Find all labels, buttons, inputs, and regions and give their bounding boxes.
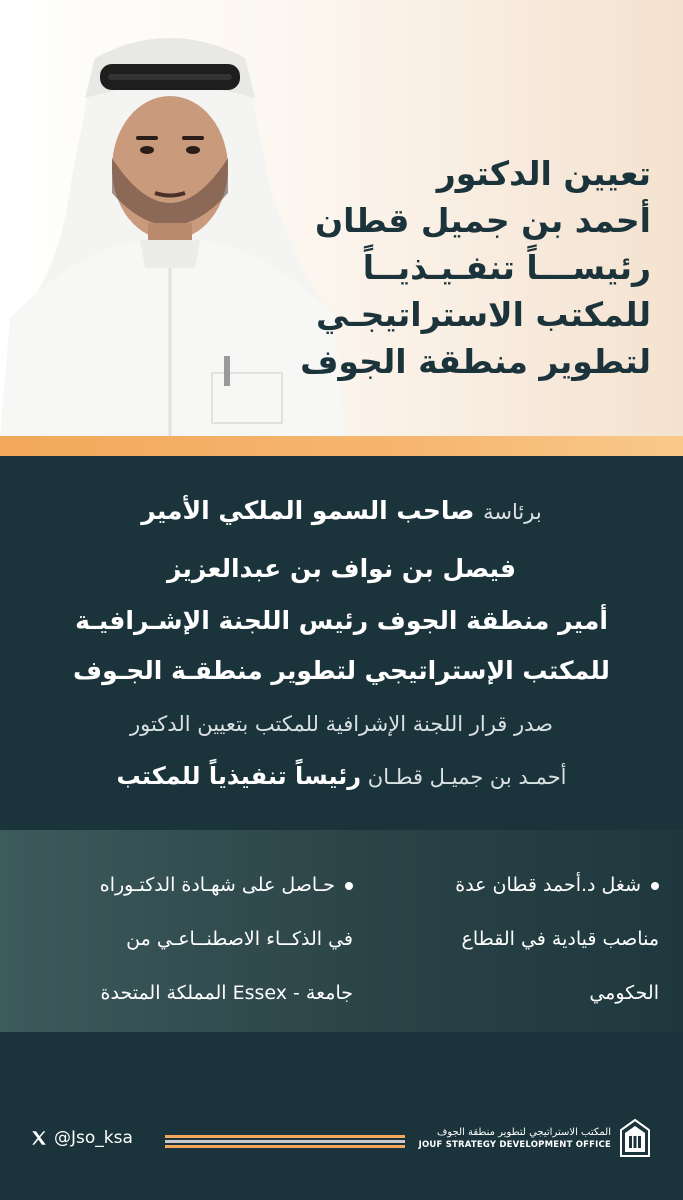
office-name-english: JOUF STRATEGY DEVELOPMENT OFFICE (418, 1139, 611, 1150)
social-handle-text: @Jso_ksa (54, 1128, 133, 1148)
hero-title (300, 150, 651, 385)
announcement-line-2: فيصل بن نواف بن عبدالعزيز (166, 554, 517, 583)
hero-section (0, 0, 683, 436)
footer (0, 1032, 683, 1200)
announcement-prince-title: صاحب السمو الملكي الأمير (141, 496, 475, 525)
bullet-icon (651, 882, 659, 890)
hero-title-line: للمكتب الاستراتيجـي (315, 295, 651, 334)
info-column-degree (43, 858, 353, 1020)
info-roles-line: مناصب قيادية في القطاع (461, 928, 659, 950)
announcement-line-4: للمكتب الإستراتيجي لتطوير منطقـة الجـوف (73, 656, 610, 685)
info-column-roles (379, 858, 659, 1020)
orange-divider (0, 436, 683, 456)
info-roles-line: الحكومي (589, 982, 659, 1004)
announcement-line-5: صدر قرار اللجنة الإشرافية للمكتب بتعيين الدكتور (129, 712, 554, 736)
info-panel (0, 830, 683, 1032)
portrait-illustration (0, 18, 345, 436)
info-degree-line: جامعة - Essex المملكة المتحدة (100, 982, 353, 1004)
x-logo-icon (30, 1129, 48, 1147)
social-handle[interactable] (30, 1128, 133, 1148)
info-degree-line: حـاصل على شهـادة الدكتـوراه (99, 874, 335, 896)
bullet-icon (345, 882, 353, 890)
hero-title-line: أحمد بن جميل قطان (315, 201, 651, 240)
hero-title-line: رئيســـاً تنفـيـذيــاً (362, 248, 651, 287)
info-degree-line: في الذكــاء الاصطنــاعـي من (126, 928, 353, 950)
announcement-name: أحمـد بن جميـل قطـان (367, 765, 567, 789)
announcement-prefix: برئاسة (483, 500, 542, 524)
announcement-line-3: أمير منطقة الجوف رئيس اللجنة الإشـرافيـة (75, 606, 608, 635)
decorative-lines (165, 1135, 405, 1149)
office-name-arabic: المكتب الاستراتيجي لتطوير منطقة الجوف (437, 1126, 611, 1138)
hero-title-line: تعيين الدكتور (436, 154, 651, 193)
announcement-line-6 (0, 762, 683, 790)
announcement-section (0, 456, 683, 830)
announcement-position: رئيساً تنفيذياً للمكتب (116, 762, 362, 790)
info-roles-line: شغل د.أحمد قطان عدة (455, 874, 641, 896)
office-logo-text (419, 1127, 611, 1150)
hero-title-line: لتطوير منطقة الجوف (300, 342, 651, 381)
announcement-line-1 (0, 496, 683, 525)
office-logo (419, 1118, 651, 1158)
office-logo-icon (619, 1118, 651, 1158)
